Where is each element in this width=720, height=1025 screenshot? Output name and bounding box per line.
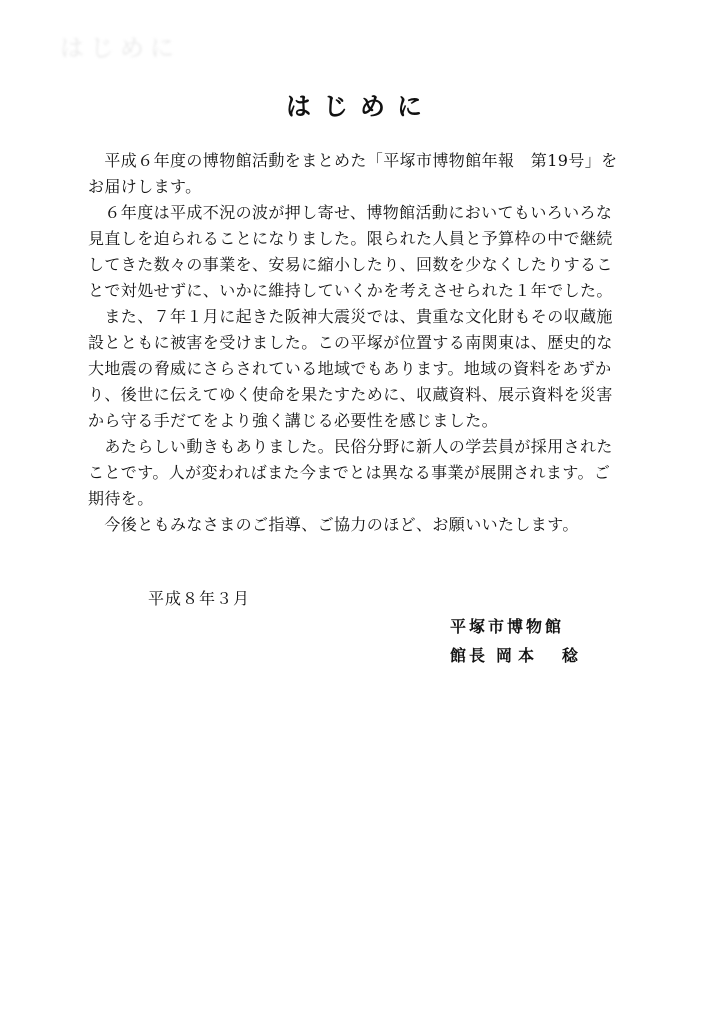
director-name: 岡本 稔 xyxy=(496,646,585,665)
paragraph-2 xyxy=(88,200,648,304)
director-title: 館長 xyxy=(450,646,489,665)
paragraph-4 xyxy=(88,434,648,512)
issue-date: 平成８年３月 xyxy=(148,589,251,608)
document-body xyxy=(88,148,648,538)
paragraph-5 xyxy=(88,512,648,538)
text-line: ６年度は平成不況の波が押し寄せ、博物館活動においてもいろいろな xyxy=(88,203,613,222)
text-line: 平成６年度の博物館活動をまとめた「平塚市博物館年報 第19号」を xyxy=(88,151,618,170)
text-line: 大地震の脅威にさらされている地域でもあります。地域の資料をあずか xyxy=(88,359,612,378)
director-signature xyxy=(450,643,584,666)
page-title: はじめに xyxy=(285,91,434,121)
text-line: してきた数々の事業を、安易に縮小したり、回数を少なくしたりするこ xyxy=(88,255,613,274)
text-line: 今後ともみなさまのご指導、ご協力のほど、お願いいたします。 xyxy=(88,515,579,534)
text-line: 設とともに被害を受けました。この平塚が位置する南関東は、歴史的な xyxy=(88,333,613,352)
paragraph-1 xyxy=(88,148,648,200)
text-line: 見直しを迫られることになりました。限られた人員と予算枠の中で継続 xyxy=(88,229,613,248)
text-line: また、７年１月に起きた阪神大震災では、貴重な文化財もその収蔵施 xyxy=(88,307,613,326)
text-line: とで対処せずに、いかに維持していくかを考えさせられた１年でした。 xyxy=(88,281,613,300)
show-through-text: はじめに xyxy=(60,34,180,62)
text-line: から守る手だてをより強く講じる必要性を感じました。 xyxy=(88,411,499,430)
text-line: 期待を。 xyxy=(88,489,154,508)
text-line: お届けします。 xyxy=(88,177,202,196)
text-line: り、後世に伝えてゆく使命を果たすために、収蔵資料、展示資料を災害 xyxy=(88,385,613,404)
text-line: あたらしい動きもありました。民俗分野に新人の学芸員が採用された xyxy=(88,437,613,456)
paragraph-3 xyxy=(88,304,648,434)
organization-name: 平塚市博物館 xyxy=(450,617,565,636)
text-line: ことです。人が変わればまた今までとは異なる事業が展開されます。ご xyxy=(88,463,611,482)
